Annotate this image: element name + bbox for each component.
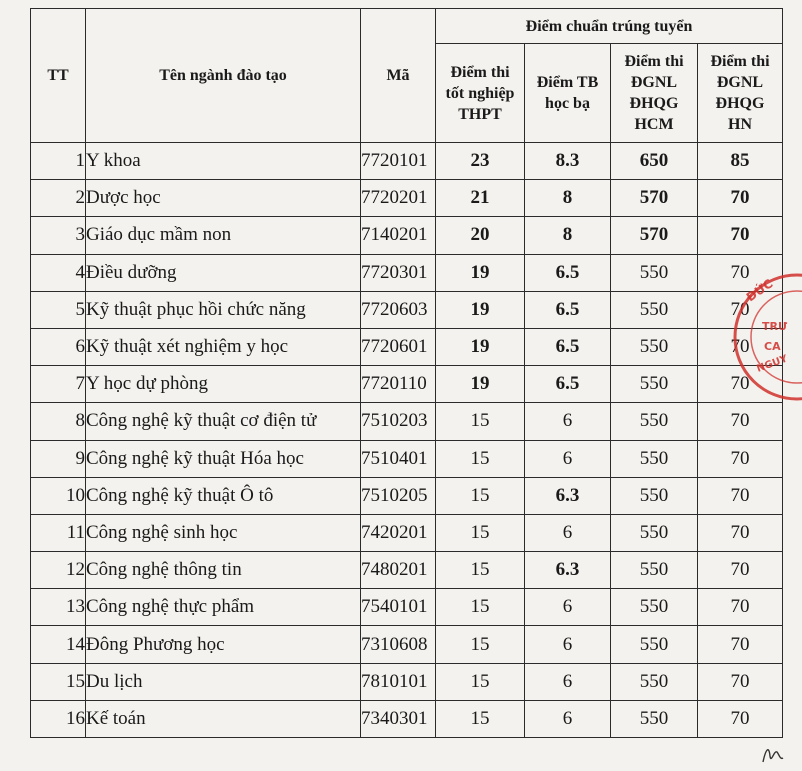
table-row [31, 552, 783, 589]
score-hocba: 6 [525, 440, 611, 477]
header-thpt-line: tốt nghiệp [445, 84, 515, 102]
table-row [31, 366, 783, 403]
header-hcm-line: ĐGNL [630, 74, 678, 91]
score-dgnl-hn: 70 [698, 514, 783, 551]
score-dgnl-hn: 70 [698, 626, 783, 663]
admission-score-table [30, 8, 783, 738]
table-body [31, 143, 783, 738]
major-name: Công nghệ thực phẩm [86, 589, 361, 626]
score-dgnl-hn: 70 [698, 477, 783, 514]
score-thpt: 15 [436, 552, 525, 589]
row-index: 16 [31, 700, 86, 737]
score-dgnl-hcm: 550 [611, 700, 698, 737]
header-hocba-line: Điểm TB [536, 74, 599, 91]
table-row [31, 291, 783, 328]
major-code: 7480201 [361, 552, 436, 589]
score-hocba: 6 [525, 514, 611, 551]
header-tt: TT [31, 9, 86, 143]
row-index: 4 [31, 254, 86, 291]
major-code: 7720301 [361, 254, 436, 291]
header-code: Mã [361, 9, 436, 143]
header-dgnl-hcm [611, 44, 698, 143]
svg-text:CA: CA [764, 340, 781, 353]
major-code: 7810101 [361, 663, 436, 700]
header-thpt-line: Điểm thi [450, 63, 510, 81]
major-code: 7140201 [361, 217, 436, 254]
score-hocba: 6 [525, 663, 611, 700]
svg-text:TRƯ: TRƯ [762, 320, 788, 333]
major-code: 7720101 [361, 143, 436, 180]
major-code: 7720110 [361, 366, 436, 403]
score-thpt: 19 [436, 366, 525, 403]
svg-text:ĐỨC: ĐỨC [743, 276, 776, 305]
table-row [31, 700, 783, 737]
major-code: 7510401 [361, 440, 436, 477]
score-dgnl-hn: 70 [698, 440, 783, 477]
score-thpt: 15 [436, 440, 525, 477]
score-thpt: 15 [436, 626, 525, 663]
row-index: 2 [31, 180, 86, 217]
major-name: Dược học [86, 180, 361, 217]
score-dgnl-hcm: 550 [611, 663, 698, 700]
score-thpt: 19 [436, 291, 525, 328]
major-name: Điều dưỡng [86, 254, 361, 291]
major-code: 7720201 [361, 180, 436, 217]
score-dgnl-hcm: 550 [611, 254, 698, 291]
score-dgnl-hcm: 550 [611, 403, 698, 440]
signature-mark [760, 742, 786, 766]
score-thpt: 15 [436, 403, 525, 440]
major-code: 7310608 [361, 626, 436, 663]
score-hocba: 6 [525, 626, 611, 663]
row-index: 1 [31, 143, 86, 180]
score-dgnl-hcm: 550 [611, 589, 698, 626]
score-dgnl-hcm: 550 [611, 477, 698, 514]
score-dgnl-hcm: 550 [611, 514, 698, 551]
score-hocba: 8 [525, 180, 611, 217]
score-thpt: 19 [436, 328, 525, 365]
score-dgnl-hcm: 570 [611, 180, 698, 217]
score-dgnl-hcm: 550 [611, 552, 698, 589]
major-code: 7510205 [361, 477, 436, 514]
score-thpt: 15 [436, 514, 525, 551]
score-dgnl-hcm: 550 [611, 328, 698, 365]
score-hocba: 6.5 [525, 254, 611, 291]
table-row [31, 589, 783, 626]
score-dgnl-hn: 70 [698, 700, 783, 737]
score-thpt: 15 [436, 663, 525, 700]
table-row [31, 143, 783, 180]
major-name: Kỹ thuật phục hồi chức năng [86, 291, 361, 328]
table-row [31, 180, 783, 217]
table-row [31, 626, 783, 663]
score-dgnl-hn: 70 [698, 254, 783, 291]
header-hn-line: Điểm thi [710, 53, 770, 70]
major-code: 7420201 [361, 514, 436, 551]
table-row [31, 440, 783, 477]
header-thpt [436, 44, 525, 143]
major-code: 7340301 [361, 700, 436, 737]
major-name: Y khoa [86, 143, 361, 180]
major-name: Giáo dục mầm non [86, 217, 361, 254]
major-code: 7540101 [361, 589, 436, 626]
row-index: 6 [31, 328, 86, 365]
score-thpt: 15 [436, 700, 525, 737]
score-dgnl-hn: 70 [698, 366, 783, 403]
row-index: 12 [31, 552, 86, 589]
table-row [31, 217, 783, 254]
header-major-name: Tên ngành đào tạo [86, 9, 361, 143]
score-dgnl-hcm: 650 [611, 143, 698, 180]
score-dgnl-hcm: 550 [611, 440, 698, 477]
table-row [31, 403, 783, 440]
score-hocba: 8 [525, 217, 611, 254]
row-index: 5 [31, 291, 86, 328]
score-hocba: 6.3 [525, 477, 611, 514]
score-hocba: 6.5 [525, 366, 611, 403]
major-name: Công nghệ kỹ thuật cơ điện tử [86, 403, 361, 440]
score-thpt: 21 [436, 180, 525, 217]
header-hcm-line: ĐHQG [629, 95, 679, 112]
row-index: 10 [31, 477, 86, 514]
major-code: 7720603 [361, 291, 436, 328]
score-hocba: 6.5 [525, 328, 611, 365]
score-thpt: 15 [436, 589, 525, 626]
row-index: 14 [31, 626, 86, 663]
header-hcm-line: HCM [634, 116, 674, 133]
header-hocba [525, 44, 611, 143]
score-hocba: 6.5 [525, 291, 611, 328]
svg-text:NGUY: NGUY [755, 353, 790, 375]
score-hocba: 6 [525, 403, 611, 440]
header-hn-line: HN [728, 116, 752, 133]
score-dgnl-hn: 70 [698, 328, 783, 365]
score-hocba: 6 [525, 589, 611, 626]
row-index: 8 [31, 403, 86, 440]
major-code: 7510203 [361, 403, 436, 440]
table-row [31, 254, 783, 291]
score-thpt: 23 [436, 143, 525, 180]
table-row [31, 663, 783, 700]
table-row [31, 514, 783, 551]
score-thpt: 15 [436, 477, 525, 514]
header-hcm-line: Điểm thi [624, 53, 684, 70]
score-hocba: 6 [525, 700, 611, 737]
score-dgnl-hn: 70 [698, 403, 783, 440]
score-dgnl-hcm: 550 [611, 291, 698, 328]
score-dgnl-hn: 70 [698, 291, 783, 328]
score-dgnl-hn: 70 [698, 180, 783, 217]
major-code: 7720601 [361, 328, 436, 365]
table-row [31, 477, 783, 514]
major-name: Công nghệ kỹ thuật Ô tô [86, 477, 361, 514]
major-name: Công nghệ sinh học [86, 514, 361, 551]
major-name: Công nghệ kỹ thuật Hóa học [86, 440, 361, 477]
major-name: Đông Phương học [86, 626, 361, 663]
score-hocba: 8.3 [525, 143, 611, 180]
score-dgnl-hcm: 570 [611, 217, 698, 254]
row-index: 3 [31, 217, 86, 254]
row-index: 7 [31, 366, 86, 403]
header-hn-line: ĐHQG [715, 95, 765, 112]
header-hn-line: ĐGNL [716, 74, 764, 91]
score-dgnl-hn: 70 [698, 552, 783, 589]
major-name: Công nghệ thông tin [86, 552, 361, 589]
major-name: Kế toán [86, 700, 361, 737]
row-index: 9 [31, 440, 86, 477]
header-hocba-line: học bạ [545, 95, 590, 112]
score-hocba: 6.3 [525, 552, 611, 589]
major-name: Y học dự phòng [86, 366, 361, 403]
header-row-1 [31, 9, 783, 44]
score-dgnl-hcm: 550 [611, 366, 698, 403]
table-row [31, 328, 783, 365]
major-name: Du lịch [86, 663, 361, 700]
row-index: 11 [31, 514, 86, 551]
major-name: Kỹ thuật xét nghiệm y học [86, 328, 361, 365]
score-thpt: 20 [436, 217, 525, 254]
score-dgnl-hn: 70 [698, 663, 783, 700]
score-thpt: 19 [436, 254, 525, 291]
header-score-group: Điểm chuẩn trúng tuyển [436, 9, 783, 44]
header-dgnl-hn [698, 44, 783, 143]
row-index: 15 [31, 663, 86, 700]
score-dgnl-hn: 85 [698, 143, 783, 180]
row-index: 13 [31, 589, 86, 626]
score-dgnl-hn: 70 [698, 589, 783, 626]
score-dgnl-hcm: 550 [611, 626, 698, 663]
header-thpt-line: THPT [458, 105, 502, 123]
score-dgnl-hn: 70 [698, 217, 783, 254]
